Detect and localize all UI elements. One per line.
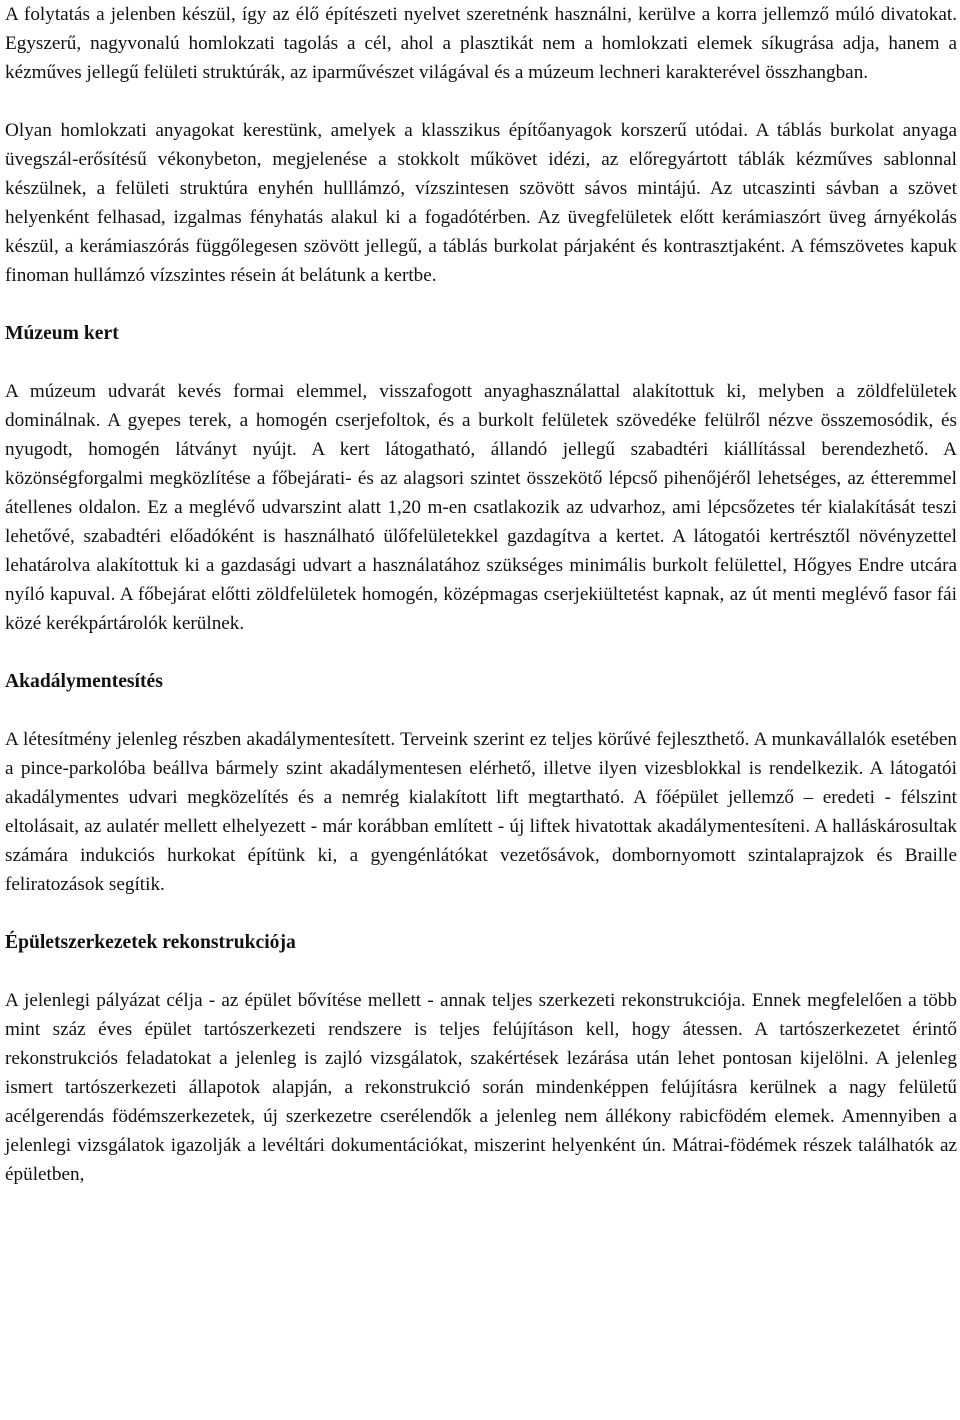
intro-paragraph-1: A folytatás a jelenben készül, így az élő építészeti nyelvet szeretnénk használni, kerülve a korra jellemző múló divatokat. Egyszerű, nagyvonalú homlokzati tagolás a cél, ahol a plasztikát nem a homlokzati elemek síkugrása adja, hanem a kézműves jellegű felületi struktúrák, az iparművészet világával és a múzeum lechneri karakterével összhangban. — [5, 4, 957, 83]
section-heading-museum-garden: Múzeum kert — [5, 323, 119, 344]
section-heading-accessibility: Akadálymentesítés — [5, 671, 163, 692]
section-body-structural-reconstruction: A jelenlegi pályázat célja - az épület bővítése mellett - annak teljes szerkezeti rekonstrukciója. Ennek megfelelően a több mint száz éves épület tartószerkezeti rendszere is teljes felújításon kell, hogy átessen. A tartószerkezetet érintő rekonstrukciós feladatokat a jelenleg is zajló vizsgálatok, szakértések lezárása után lehet pontosan kijelölni. A jelenleg ismert tartószerkezeti állapotok alapján, a rekonstrukció során mindenképpen felújításra kerülnek a nagy felületű acélgerendás födémszerkezetek, új szerkezetre cserélendők a jelenleg nem állékony rabicfödém elemek. Amennyiben a jelenlegi vizsgálatok igazolják a levéltári dokumentációkat, miszerint helyenként ún. Mátrai-födémek részek találhatók az épületben, — [5, 990, 957, 1185]
intro-paragraph-2: Olyan homlokzati anyagokat kerestünk, amelyek a klasszikus építőanyagok korszerű utódai. A táblás burkolat anyaga üvegszál-erősítésű vékonybeton, megjelenése a stokkolt műkövet idézi, az előregyártott táblák kézműves sablonnal készülnek, a felületi struktúra enyhén hulllámzó, vízszintesen szövött sávos mintájú. Az utcaszinti sávban a szövet helyenként felhasad, izgalmas fényhatás alakul ki a fogadótérben. Az üvegfelületek előtt kerámiaszórt üveg árnyékolás készül, a kerámiaszórás függőlegesen szövött jellegű, a táblás burkolat párjaként és kontrasztjaként. A fémszövetes kapuk finoman hullámzó vízszintes résein át belátunk a kertbe. — [5, 120, 957, 286]
section-body-museum-garden: A múzeum udvarát kevés formai elemmel, visszafogott anyaghasználattal alakítottuk ki, melyben a zöldfelületek dominálnak. A gyepes terek, a homogén cserjefoltok, és a burkolt felületek szövedéke felülről nézve összemosódik, és nyugodt, homogén látványt nyújt. A kert látogatható, állandó jellegű szabadtéri kiállítással berendezhető. A közönségforgalmi megközlítése a főbejárati- és az alagsori szintet összekötő lépcső pihenőjéről lehetséges, az étteremmel átellenes oldalon. Ez a meglévő udvarszint alatt 1,20 m-en csatlakozik az udvarhoz, ami lépcsőzetes tér kialakítását teszi lehetővé, szabadtéri előadóként is használható ülőfelületekkel gazdagítva a kertet. A látogatói kertrésztől növényzettel lehatárolva alakítottuk ki a gazdasági udvart a használatához szükséges minimális burkolt felülettel, Hőgyes Endre utcára nyíló kapuval. A főbejárat előtti zöldfelületek homogén, középmagas cserjekiültetést kapnak, az út menti meglévő fasor fái közé kerékpártárolók kerülnek. — [5, 381, 957, 634]
document-page — [5, 0, 957, 1189]
section-heading-structural-reconstruction: Épületszerkezetek rekonstrukciója — [5, 932, 296, 953]
section-body-accessibility: A létesítmény jelenleg részben akadálymentesített. Terveink szerint ez teljes körűvé fejleszthető. A munkavállalók esetében a pince-parkolóba beállva bármely szint akadálymentesen elérhető, illetve ilyen vizesblokkal is rendelkezik. A látogatói akadálymentes udvari megközelítés és a nemrég kialakított lift megtartható. A főépület jellemző – eredeti - félszint eltolásait, az aulatér mellett elhelyezett - már korábban említett - új liftek hivatottak akadálymentesíteni. A halláskárosultak számára indukciós hurkokat építünk ki, a gyengénlátókat vezetősávok, dombornyomott szintalaprajzok és Braille feliratozások segítik. — [5, 729, 957, 895]
